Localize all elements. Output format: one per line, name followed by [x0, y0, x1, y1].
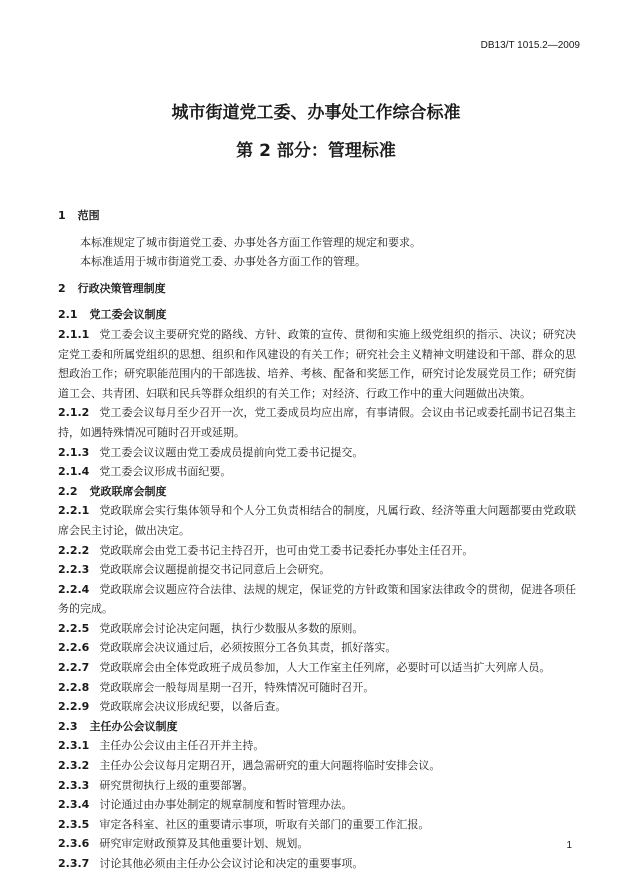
clause-number: 2.3.3: [58, 778, 90, 792]
document-title: 城市街道党工委、办事处工作综合标准: [171, 103, 461, 123]
clause: [58, 541, 576, 561]
clause: [58, 501, 576, 540]
clause-number: 2.2.9: [58, 700, 90, 714]
clause-number: 2.3.1: [58, 739, 90, 753]
clause: [58, 834, 576, 854]
clause: [58, 580, 576, 619]
section-title: 行政决策管理制度: [77, 281, 166, 295]
clause-number: 2.2.6: [58, 641, 90, 655]
clause-text: 研究贯彻执行上级的重要部署。: [99, 778, 254, 792]
clause-text: 党政联席会实行集体领导和个人分工负责相结合的制度，凡属行政、经济等重大问题都要由党政联席会民主讨论，做出决定。: [58, 504, 576, 537]
clause-text: 主任办公会议由主任召开并主持。: [99, 739, 265, 753]
clause: [58, 658, 576, 678]
subsection-title: 党政联席会制度: [89, 484, 167, 498]
clause-number: 2.2.2: [58, 543, 90, 557]
clause-text: 研究审定财政预算及其他重要计划、规划。: [99, 837, 309, 851]
clause-text: 党工委会议主要研究党的路线、方针、政策的宣传、贯彻和实施上级党组织的指示、决议；研究决定党工委和所属党组织的思想、组织和作风建设的有关工作；研究社会主义精神文明建设和干部、群众的思想政治工作；研究职能范围内的干部选拔、培养、考核、配备和奖惩工作，研究讨论发展党员工作；研究街道工会、共青团、妇联和民兵等群众组织的有关工作；对经济、行政工作中的重大问题做出决策。: [58, 327, 576, 400]
clause-text: 主任办公会议每月定期召开，遇急需研究的重大问题将临时安排会议。: [99, 759, 441, 773]
clause: [58, 815, 576, 835]
clause-text: 审定各科室、社区的重要请示事项，听取有关部门的重要工作汇报。: [99, 817, 430, 831]
clause-text: 党政联席会由全体党政班子成员参加，人大工作室主任列席，必要时可以适当扩大列席人员。: [99, 661, 551, 675]
clause-number: 2.3.5: [58, 817, 90, 831]
clause-text: 讨论其他必须由主任办公会议讨论和决定的重要事项。: [99, 857, 364, 870]
subsection-title: 主任办公会议制度: [89, 719, 178, 733]
section-number: 2: [58, 281, 66, 295]
clause-list-2-1: [58, 325, 576, 482]
clause-text: 党政联席会决议形成纪要，以备后查。: [99, 700, 287, 714]
clause-text: 党工委会议每月至少召开一次，党工委成员均应出席，有事请假。会议由书记或委托副书记召集主持，如遇特殊情况可随时召开或延期。: [58, 406, 576, 439]
clause-number: 2.2.7: [58, 661, 90, 675]
clause: [58, 736, 576, 756]
subsection-number: 2.3: [58, 719, 78, 733]
clause-text: 党政联席会议题提前提交书记同意后上会研究。: [99, 563, 331, 577]
clause: [58, 756, 576, 776]
clause-text: 党政联席会决议通过后，必须按照分工各负其责，抓好落实。: [99, 641, 397, 655]
clause: [58, 795, 576, 815]
clause-number: 2.2.1: [58, 504, 90, 518]
clause-number: 2.2.8: [58, 680, 90, 694]
clause-number: 2.3.7: [58, 857, 90, 870]
clause-text: 党工委会议议题由党工委成员提前向党工委书记提交。: [99, 445, 364, 459]
section-title: 范围: [77, 209, 100, 222]
clause: [58, 560, 576, 580]
clause-number: 2.1.4: [58, 465, 90, 479]
clause-number: 2.2.3: [58, 563, 90, 577]
page-number: 1: [566, 840, 572, 851]
clause: [58, 443, 576, 463]
paragraph: 本标准适用于城市街道党工委、办事处各方面工作的管理。: [80, 255, 366, 269]
clause: [58, 776, 576, 796]
subsection-heading: [58, 717, 576, 737]
clause-number: 2.3.6: [58, 837, 90, 851]
section-heading-decision: [58, 279, 576, 299]
clause-number: 2.3.4: [58, 798, 90, 812]
clause-number: 2.1.2: [58, 406, 90, 420]
clause-text: 党工委会议形成书面纪要。: [99, 465, 232, 479]
subsection-heading: [58, 482, 576, 502]
clause-number: 2.1.1: [58, 327, 90, 341]
clause-text: 党政联席会议题应符合法律、法规的规定，保证党的方针政策和国家法律政令的贯彻，促进各项任务的完成。: [58, 582, 576, 616]
clause-text: 党政联席会讨论决定问题，执行少数服从多数的原则。: [99, 621, 364, 635]
clause: [58, 678, 576, 698]
document-subtitle: 第 2 部分：管理标准: [236, 141, 396, 161]
section-number: 1: [58, 209, 66, 222]
subsection-number: 2.2: [58, 484, 78, 498]
clause: [58, 403, 576, 442]
clause: [58, 854, 576, 874]
subsection-title: 党工委会议制度: [89, 308, 167, 322]
paragraph: 本标准规定了城市街道党工委、办事处各方面工作管理的规定和要求。: [80, 235, 421, 249]
clause: [58, 697, 576, 717]
clause-number: 2.1.3: [58, 445, 90, 459]
clause: [58, 325, 576, 403]
subsection-heading: [58, 305, 576, 325]
clause-number: 2.3.2: [58, 759, 90, 773]
clause-list-2-2: [58, 501, 576, 717]
subsection-number: 2.1: [58, 308, 78, 322]
clause-text: 党政联席会由党工委书记主持召开，也可由党工委书记委托办事处主任召开。: [99, 543, 474, 557]
clause-text: 党政联席会一般每周星期一召开，特殊情况可随时召开。: [99, 680, 375, 694]
document-number: DB13/T 1015.2—2009: [480, 40, 580, 51]
clause: [58, 619, 576, 639]
clause: [58, 462, 576, 482]
clause-number: 2.2.5: [58, 621, 90, 635]
clause-number: 2.2.4: [58, 582, 90, 596]
clause-list-2-3: [58, 736, 576, 873]
document-body: [58, 206, 576, 874]
clause: [58, 638, 576, 658]
section-heading-scope: [58, 206, 576, 226]
clause-text: 讨论通过由办事处制定的规章制度和暂时管理办法。: [99, 798, 353, 812]
